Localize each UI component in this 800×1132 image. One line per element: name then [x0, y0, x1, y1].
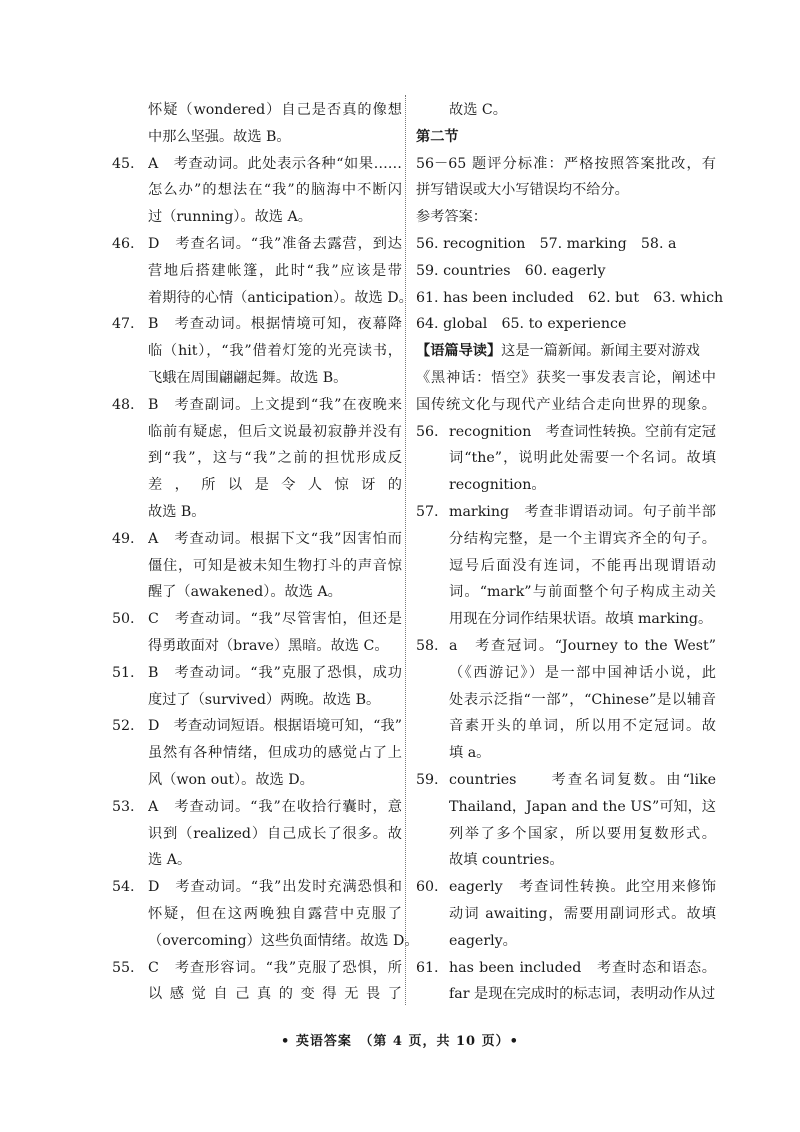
explanation-line: 着期待的心情（anticipation）。故选 D。 [148, 289, 413, 306]
explanation-line: D 考查动词短语。根据语境可知，“我” [148, 718, 402, 735]
explanation-line: recognition 考查词性转换。空前有定冠 [449, 423, 716, 440]
question-number: 56. [416, 423, 439, 440]
explanation-line: eagerly 考查词性转换。此空用来修饰 [449, 879, 716, 896]
question-number: 52. [112, 718, 135, 735]
answer-item [112, 526, 402, 606]
question-number: 59. [416, 771, 439, 788]
answer-item [416, 955, 716, 1009]
question-number: 60. [416, 879, 439, 896]
question-number: 57. [416, 503, 439, 520]
answer-key-line: 61. has been included 62. but 63. which [416, 289, 724, 306]
explanation-line: B 考查动词。“我”克服了恐惧，成功 [148, 664, 402, 681]
answer-item [112, 660, 402, 714]
question-number: 53. [112, 798, 135, 815]
explanation-line: has been included 考查时态和语态。 [449, 959, 716, 976]
explanation-line: A 考查动词。“我”在收拾行囊时，意 [148, 798, 402, 815]
answer-item [112, 794, 402, 874]
explanation-line: marking 考查非谓语动词。句子前半部 [449, 503, 716, 520]
answer-item [112, 713, 402, 793]
explanation-line: 选 A。 [148, 852, 192, 869]
question-number: 48. [112, 396, 135, 413]
question-number: 51. [112, 664, 135, 681]
explanation-line: 临（hit），“我”借着灯笼的光亮读书， [148, 343, 402, 360]
answer-item [416, 767, 716, 874]
answer-item [112, 606, 402, 660]
answer-item [112, 311, 402, 391]
passage-guide-line [416, 338, 716, 365]
passage-guide-label: 【语篇导读】 [416, 343, 502, 360]
explanation-line: （《西游记》）是一部中国神话小说，此 [449, 664, 716, 681]
right-column [416, 97, 724, 1008]
answer-item [416, 633, 716, 767]
explanation-line: 处表示泛指“一部”，“Chinese”是以辅音 [449, 691, 716, 708]
explanation-line: eagerly。 [449, 932, 517, 949]
answer-key-line: 56. recognition 57. marking 58. a [416, 235, 677, 252]
explanation-line: 词。“mark”与前面整个句子构成主动关 [449, 584, 716, 601]
explanation-line: 僵住，可知是被未知生物打斗的声音惊 [148, 557, 402, 574]
explanation-line: 用现在分词作结果状语。故填 marking。 [449, 611, 713, 628]
answer-item [416, 874, 716, 954]
left-column [112, 97, 419, 1008]
answer-item [416, 419, 716, 499]
explanation-line: 风（won out）。故选 D。 [148, 771, 314, 788]
answer-item [112, 874, 419, 954]
explanation-line: 到“我”，这与“我”之前的担忧形成反 [148, 450, 402, 467]
explanation-line: A 考查动词。根据下文“我”因害怕而 [148, 530, 402, 547]
explanation-line: 分结构完整，是一个主谓宾齐全的句子。 [449, 530, 716, 547]
question-number: 61. [416, 959, 439, 976]
explanation-line: 以感觉自己真的变得无畏了 [148, 986, 402, 1003]
explanation-line: B 考查动词。根据情境可知，夜幕降 [148, 316, 402, 333]
explanation-list [416, 419, 716, 1009]
answer-item [112, 392, 402, 526]
explanation-line: C 考查形容词。“我”克服了恐惧，所 [148, 959, 402, 976]
question-number: 49. [112, 530, 135, 547]
explanation-line: 度过了（survived）两晚。故选 B。 [148, 691, 381, 708]
question-number: 55. [112, 959, 135, 976]
explanation-line: 营地后搭建帐篷，此时“我”应该是带 [148, 262, 402, 279]
explanation-line: 填 a。 [449, 745, 491, 762]
explanation-line: 列举了多个国家，所以要用复数形式。 [449, 825, 716, 842]
explanation-line: D 考查动词。“我”出发时充满恐惧和 [148, 879, 402, 896]
page-footer: • 英语答案 （第 4 页，共 10 页）• [281, 1034, 519, 1049]
reference-answer-label: 参考答案： [416, 209, 487, 226]
explanation-line: A 考查动词。此处表示各种“如果…… [148, 155, 402, 172]
explanation-line: 得勇敢面对（brave）黑暗。故选 C。 [148, 637, 389, 654]
explanation-line: far 是现在完成时的标志词，表明动作从过 [449, 986, 716, 1003]
question-number: 45. [112, 155, 135, 172]
explanation-line: （overcoming）这些负面情绪。故选 D。 [148, 932, 419, 949]
explanation-line: 逗号后面没有连词，不能再出现谓语动 [449, 557, 716, 574]
explanation-line: 故选 B。 [148, 503, 206, 520]
explanation-line: 过（running）。故选 A。 [148, 209, 312, 226]
continuation-text: 故选 C。 [449, 102, 507, 118]
answer-item [416, 499, 716, 633]
explanation-line: 虽然有各种情绪，但成功的感觉占了上 [148, 745, 402, 762]
question-number: 50. [112, 611, 135, 628]
explanation-line: 临前有疑虑，但后文说最初寂静并没有 [148, 423, 402, 440]
explanation-line: 音素开头的单词，所以用不定冠词。故 [449, 718, 716, 735]
explanation-line: 动词 awaiting，需要用副词形式。故填 [449, 905, 716, 922]
section-title: 第二节 [416, 128, 459, 145]
explanation-line: 怀疑（wondered）自己是否真的像想 [148, 102, 402, 118]
question-number: 46. [112, 235, 135, 252]
explanation-line: 词“the”，说明此处需要一个名词。故填 [449, 450, 716, 467]
explanation-line: B 考查副词。上文提到“我”在夜晚来 [148, 396, 402, 413]
question-number: 47. [112, 316, 135, 333]
explanation-line: 差，所以是令人惊讶的 [148, 477, 402, 494]
explanation-line: 中那么坚强。故选 B。 [148, 128, 291, 145]
explanation-line: 识到（realized）自己成长了很多。故 [148, 825, 402, 842]
explanation-line: C 考查动词。“我”尽管害怕，但还是 [148, 611, 402, 628]
explanation-line: 醒了（awakened）。故选 A。 [148, 584, 342, 601]
question-number: 54. [112, 879, 135, 896]
answer-item [112, 151, 402, 231]
answer-item [112, 97, 402, 151]
explanation-line: D 考查名词。“我”准备去露营，到达 [148, 235, 402, 252]
criteria-line: 拼写错误或大小写错误均不给分。 [416, 182, 629, 199]
question-number: 58. [416, 637, 439, 654]
column-divider [405, 95, 406, 1005]
explanation-line: Thailand，Japan and the US”可知，这 [449, 798, 716, 815]
explanation-line: 怎么办”的想法在“我”的脑海中不断闪 [148, 182, 402, 199]
answer-key-line: 64. global 65. to experience [416, 316, 627, 333]
explanation-line: 飞蛾在周围翩翩起舞。故选 B。 [148, 369, 348, 386]
explanation-line: countries 考查名词复数。由“like [449, 771, 716, 788]
explanation-line: 故填 countries。 [449, 852, 564, 869]
answer-item [112, 231, 413, 311]
passage-guide-line: 《黑神话：悟空》获奖一事发表言论，阐述中 [416, 369, 716, 386]
passage-guide-text: 这是一篇新闻。新闻主要对游戏 [501, 343, 700, 360]
explanation-line: a 考查冠词。“Journey to the West” [449, 637, 716, 654]
criteria-line: 56－65 题评分标准：严格按照答案批改，有 [416, 155, 716, 172]
explanation-line: 怀疑，但在这两晚独自露营中克服了 [148, 905, 402, 922]
answer-key-line: 59. countries 60. eagerly [416, 262, 606, 279]
answer-item [112, 955, 402, 1009]
explanation-line: recognition。 [449, 477, 546, 494]
passage-guide-line: 国传统文化与现代产业结合走向世界的现象。 [416, 396, 716, 413]
